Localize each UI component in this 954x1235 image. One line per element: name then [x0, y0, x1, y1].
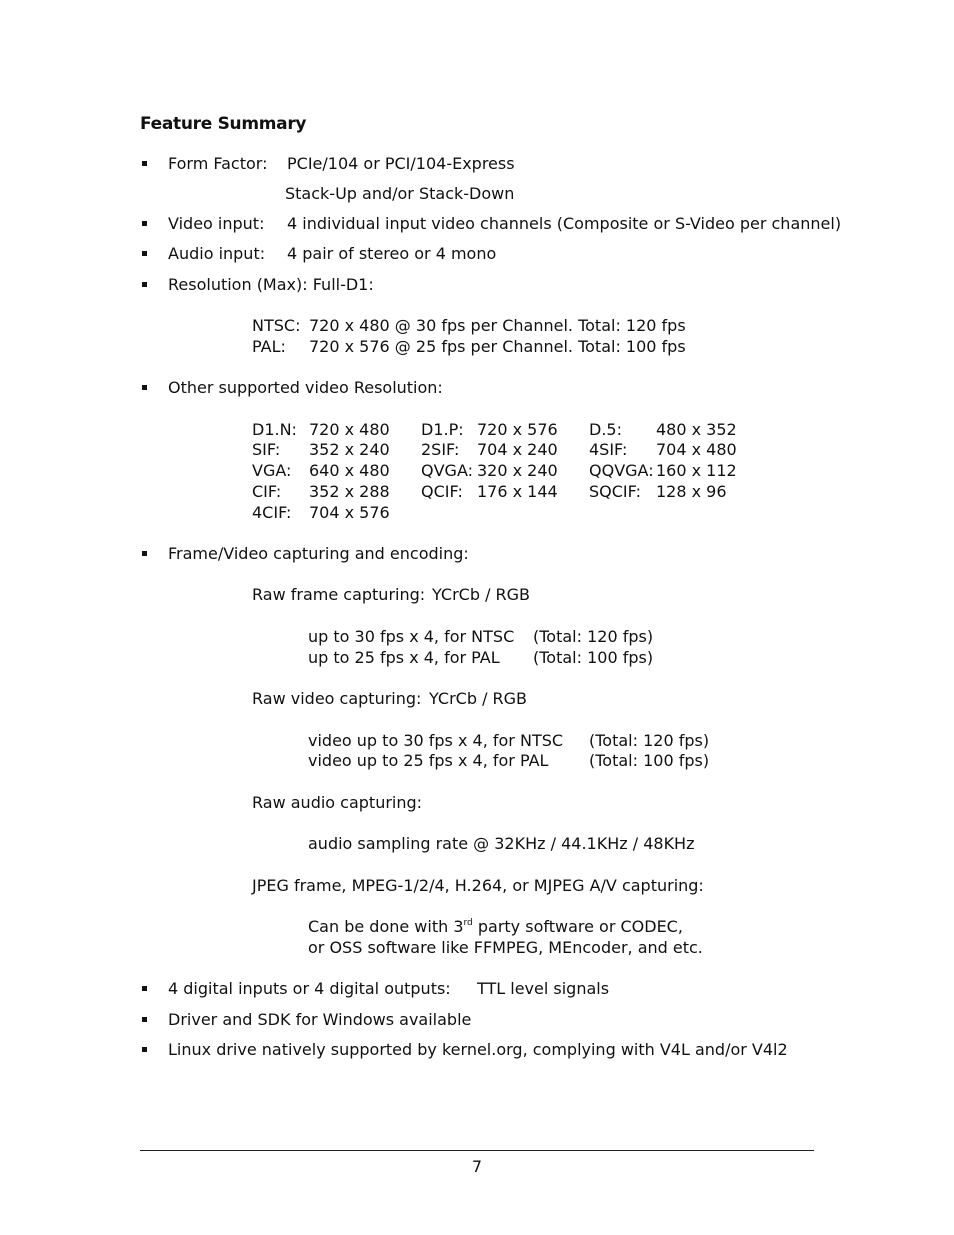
res-value: 176 x 144: [477, 482, 558, 501]
jpeg-line-1b: party software or CODEC,: [472, 917, 683, 936]
raw-video-label: Raw video capturing:: [252, 689, 422, 708]
res-name: SIF:: [252, 440, 281, 459]
bullet-icon: [142, 986, 147, 991]
res-value: 128 x 96: [656, 482, 727, 501]
form-factor-value: PCIe/104 or PCI/104-Express: [287, 154, 515, 173]
bullet-icon: [142, 282, 147, 287]
res-value: 640 x 480: [309, 461, 390, 480]
res-value: 720 x 576: [477, 420, 558, 439]
res-value: 704 x 480: [656, 440, 737, 459]
res-value: 160 x 112: [656, 461, 737, 480]
pal-name: PAL:: [252, 337, 286, 356]
video-input-label: Video input:: [168, 214, 265, 233]
capturing-label: Frame/Video capturing and encoding:: [168, 544, 469, 563]
superscript: rd: [463, 918, 473, 928]
res-name: D1.N:: [252, 420, 297, 439]
raw-frame-line: up to 30 fps x 4, for NTSC: [308, 627, 515, 646]
jpeg-line-2: or OSS software like FFMPEG, MEncoder, and etc.: [308, 938, 703, 957]
raw-frame-total: (Total: 100 fps): [533, 648, 654, 667]
bullet-icon: [142, 551, 147, 556]
audio-input-label: Audio input:: [168, 244, 266, 263]
res-value: 352 x 240: [309, 440, 390, 459]
other-resolution-label: Other supported video Resolution:: [168, 378, 443, 397]
driver-sdk-text: Driver and SDK for Windows available: [168, 1010, 472, 1029]
linux-text: Linux drive natively supported by kernel.org, complying with V4L and/or V4l2: [168, 1040, 788, 1059]
res-value: 320 x 240: [477, 461, 558, 480]
raw-video-total: (Total: 100 fps): [589, 751, 710, 770]
raw-audio-label: Raw audio capturing:: [252, 793, 423, 812]
form-factor-label: Form Factor:: [168, 154, 268, 173]
res-name: 4SIF:: [589, 440, 628, 459]
footer-rule: [140, 1150, 814, 1151]
ntsc-value: 720 x 480 @ 30 fps per Channel. Total: 120 fps: [309, 316, 686, 335]
form-factor-value-2: Stack-Up and/or Stack-Down: [285, 184, 515, 203]
res-value: 704 x 576: [309, 503, 390, 522]
res-name: QCIF:: [421, 482, 463, 501]
bullet-icon: [142, 1047, 147, 1052]
resolution-max-label: Resolution (Max): Full-D1:: [168, 275, 374, 294]
jpeg-label: JPEG frame, MPEG-1/2/4, H.264, or MJPEG A/V capturing:: [252, 876, 704, 895]
raw-audio-line: audio sampling rate @ 32KHz / 44.1KHz / 48KHz: [308, 834, 695, 853]
res-name: 4CIF:: [252, 503, 292, 522]
digital-io-label: 4 digital inputs or 4 digital outputs:: [168, 979, 451, 998]
raw-video-total: (Total: 120 fps): [589, 731, 710, 750]
ntsc-name: NTSC:: [252, 316, 301, 335]
raw-video-format: YCrCb / RGB: [429, 689, 528, 708]
res-name: SQCIF:: [589, 482, 641, 501]
res-value: 704 x 240: [477, 440, 558, 459]
jpeg-line-1: [308, 917, 683, 937]
raw-frame-format: YCrCb / RGB: [432, 585, 531, 604]
raw-frame-label: Raw frame capturing:: [252, 585, 426, 604]
res-name: D.5:: [589, 420, 622, 439]
bullet-icon: [142, 161, 147, 166]
bullet-icon: [142, 385, 147, 390]
audio-input-value: 4 pair of stereo or 4 mono: [287, 244, 497, 263]
res-name: VGA:: [252, 461, 292, 480]
page-number: 7: [471, 1157, 483, 1176]
jpeg-line-1a: Can be done with 3: [308, 917, 464, 936]
res-value: 352 x 288: [309, 482, 390, 501]
res-name: D1.P:: [421, 420, 464, 439]
raw-video-line: video up to 30 fps x 4, for NTSC: [308, 731, 564, 750]
res-name: QVGA:: [421, 461, 473, 480]
digital-io-value: TTL level signals: [477, 979, 610, 998]
section-heading: Feature Summary: [140, 114, 307, 134]
res-value: 480 x 352: [656, 420, 737, 439]
res-value: 720 x 480: [309, 420, 390, 439]
res-name: 2SIF:: [421, 440, 460, 459]
res-name: QQVGA:: [589, 461, 654, 480]
bullet-icon: [142, 1017, 147, 1022]
bullet-icon: [142, 221, 147, 226]
res-name: CIF:: [252, 482, 282, 501]
raw-frame-total: (Total: 120 fps): [533, 627, 654, 646]
raw-video-line: video up to 25 fps x 4, for PAL: [308, 751, 549, 770]
bullet-icon: [142, 251, 147, 256]
pal-value: 720 x 576 @ 25 fps per Channel. Total: 100 fps: [309, 337, 686, 356]
raw-frame-line: up to 25 fps x 4, for PAL: [308, 648, 500, 667]
video-input-value: 4 individual input video channels (Composite or S-Video per channel): [287, 214, 842, 233]
